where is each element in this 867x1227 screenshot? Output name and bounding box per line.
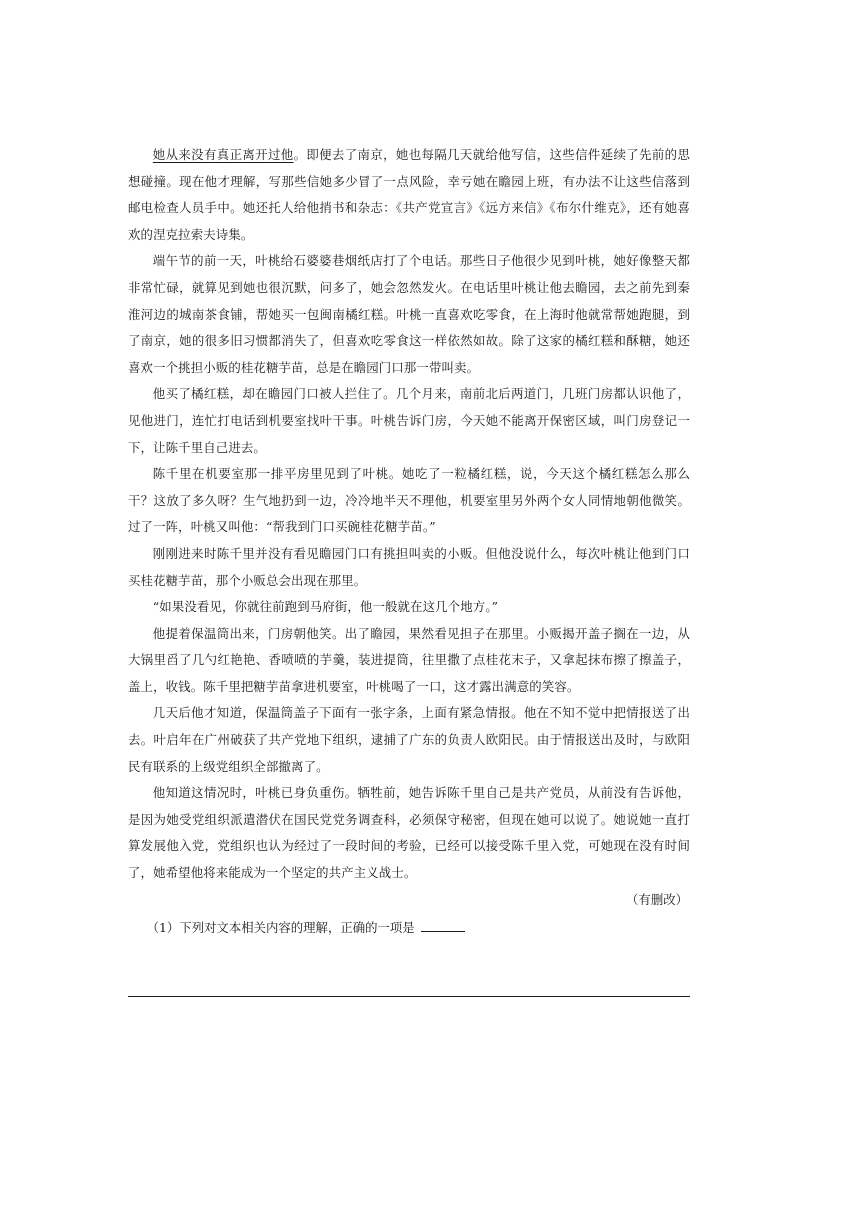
paragraph-1	[128, 142, 690, 248]
paragraph-8: 几天后他才知道，保温筒盖子下面有一张字条，上面有紧急情报。他在不知不觉中把情报送了出去。叶启年在广州破获了共产党地下组织，逮捕了广东的负责人欧阳民。由于情报送出及时，与欧阳民有联系的上级党组织全部撤离了。	[128, 705, 690, 774]
paragraph-3: 他买了橘红糕，却在瞻园门口被人拦住了。几个月来，南前北后两道门，几班门房都认识他了，见他进门，连忙打电话到机要室找叶干事。叶桃告诉门房，今天她不能离开保密区域，叫门房登记一下，让陈千里自己进去。	[128, 386, 690, 455]
underlined-phrase: 她从来没有真正离开过他	[152, 147, 294, 162]
question-text: 下列对文本相关内容的理解，正确的一项是	[179, 920, 415, 936]
horizontal-divider	[128, 996, 690, 997]
paragraph-5: 刚刚进来时陈千里并没有看见瞻园门口有挑担叫卖的小贩。但他没说什么，每次叶桃让他到门口买桂花糖芋苗，那个小贩总会出现在那里。	[128, 545, 690, 588]
paragraph-2: 端午节的前一天，叶桃给石婆婆巷烟纸店打了个电话。那些日子他很少见到叶桃，她好像整天都非常忙碌，就算见到她也很沉默，问多了，她会忽然发火。在电话里叶桃让他去瞻园，去之前先到秦淮河边的城南茶食铺，帮她买一包闽南橘红糕。叶桃一直喜欢吃零食，在上海时他就常帮她跑腿，到了南京，她的很多旧习惯都消失了，但喜欢吃零食这一样依然如故。除了这家的橘红糕和酥糖，她还喜欢一个挑担小贩的桂花糖芋苗，总是在瞻园门口那一带叫卖。	[128, 253, 690, 375]
answer-blank[interactable]	[421, 921, 465, 932]
paragraph-4: 陈千里在机要室那一排平房里见到了叶桃。她吃了一粒橘红糕，说，今天这个橘红糕怎么那么干？这放了多久呀？生气地扔到一边，冷冷地半天不理他，机要室里另外两个女人同情地朝他微笑。过了一阵，叶桃又叫他：“帮我到门口买碗桂花糖芋苗。”	[128, 466, 690, 535]
paragraph-6: “如果没看见，你就往前跑到马府街，他一般就在这几个地方。”	[152, 599, 499, 615]
paragraph-7: 他提着保温筒出来，门房朝他笑。出了瞻园，果然看见担子在那里。小贩揭开盖子搁在一边，从大锅里舀了几勺红艳艳、香喷喷的芋羹，装进提筒，往里撒了点桂花末子，又拿起抹布擦了擦盖子，盖上，收钱。陈千里把糖芋苗拿进机要室，叶桃喝了一口，这才露出满意的笑容。	[128, 625, 690, 694]
paragraph-9: 他知道这情况时，叶桃已身负重伤。牺牲前，她告诉陈千里自己是共产党员，从前没有告诉他，是因为她受党组织派遣潜伏在国民党党务调查科，必须保守秘密，但现在她可以说了。她说她一直打算发展他入党，党组织也认为经过了一段时间的考验，已经可以接受陈千里入党，可她现在没有时间了，她希望他将来能成为一个坚定的共产主义战士。	[128, 785, 690, 881]
question-1	[128, 915, 690, 942]
document-page	[128, 142, 690, 942]
paragraph-1-text: 。即便去了南京，她也每隔几天就给他写信，这些信件延续了先前的思想碰撞。现在他才理解，写那些信她多少冒了一点风险，幸亏她在瞻园上班，有办法不让这些信落到邮电检查人员手中。她还托人给他捎书和杂志：《共产党宣言》《远方来信》《布尔什维克》，还有她喜欢的涅克拉索夫诗集。	[128, 147, 690, 242]
source-note: （有删改）	[626, 891, 688, 907]
question-number: （1）	[146, 920, 180, 936]
